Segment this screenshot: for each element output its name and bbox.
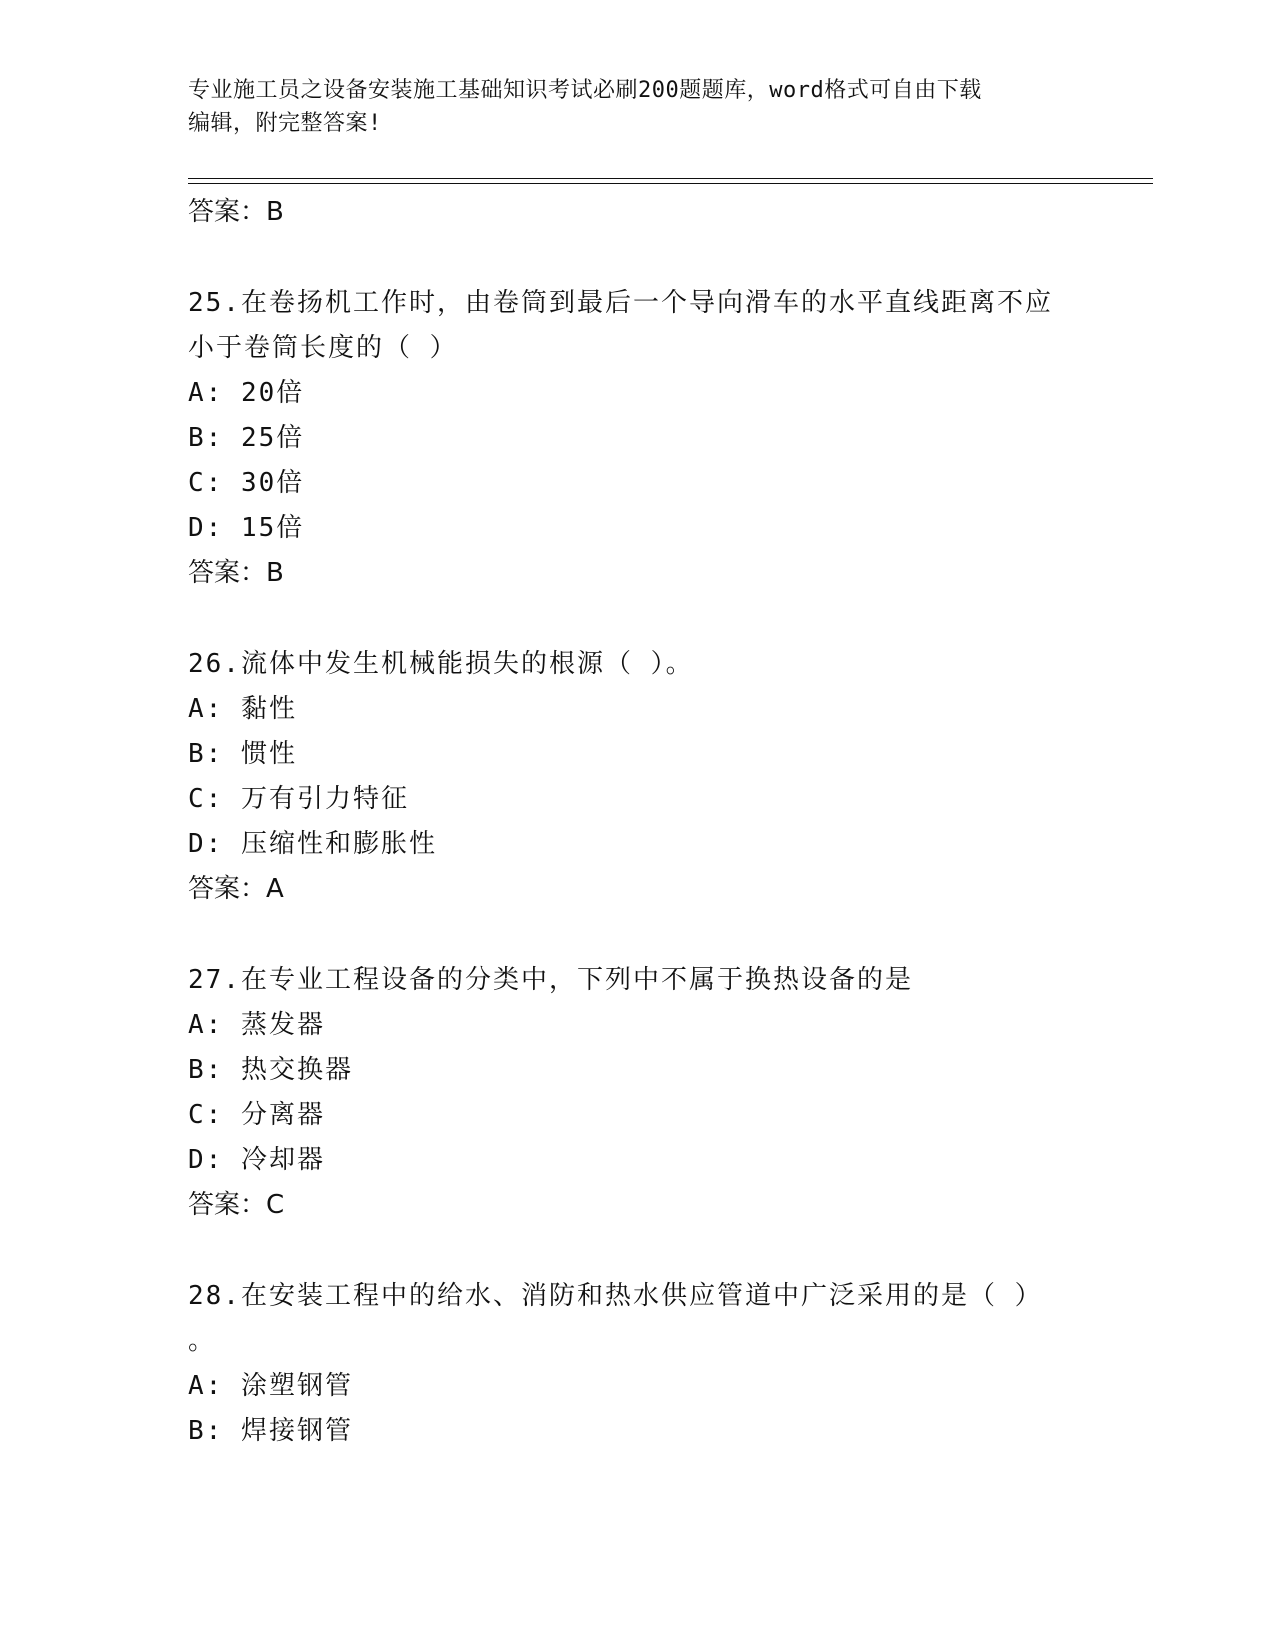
option-b: B: 惯性: [188, 739, 297, 769]
question-block: [188, 958, 1088, 1228]
question-block: [188, 1274, 1088, 1454]
answer-label: 答案：: [188, 874, 267, 904]
answer-value: A: [266, 874, 284, 904]
question-list: [188, 190, 1088, 1454]
answer-line: [188, 551, 1088, 596]
answer-line: [188, 1183, 1088, 1228]
question-block: [188, 642, 1088, 912]
option-a: A: 黏性: [188, 694, 297, 724]
option-d: D: 压缩性和膨胀性: [188, 829, 437, 859]
option-c: C: 万有引力特征: [188, 784, 409, 814]
document-header: [188, 74, 1088, 140]
option-d: D: 冷却器: [188, 1145, 325, 1175]
answer-label: 答案：: [188, 558, 267, 588]
question-text: 25.在卷扬机工作时，由卷筒到最后一个导向滑车的水平直线距离不应: [188, 288, 1053, 318]
option-d: D: 15倍: [188, 513, 305, 543]
option-b: B: 热交换器: [188, 1055, 353, 1085]
option-a: A: 蒸发器: [188, 1010, 325, 1040]
answer-value: B: [266, 558, 284, 588]
answer-value: B: [266, 197, 284, 227]
answer-label: 答案：: [188, 197, 267, 227]
option-b: B: 焊接钢管: [188, 1416, 353, 1446]
answer-value: C: [266, 1190, 285, 1220]
header-rule-top: [188, 178, 1153, 179]
option-a: A: 涂塑钢管: [188, 1371, 353, 1401]
question-block: [188, 281, 1088, 596]
question-text: 小于卷筒长度的（ ）: [188, 333, 458, 363]
option-c: C: 分离器: [188, 1100, 325, 1130]
option-b: B: 25倍: [188, 423, 305, 453]
question-text: 27.在专业工程设备的分类中，下列中不属于换热设备的是: [188, 965, 913, 995]
question-text: 26.流体中发生机械能损失的根源（ ）。: [188, 649, 694, 679]
answer-line: [188, 190, 1088, 235]
header-line-2: 编辑，附完整答案!: [188, 111, 382, 136]
header-line-1: 专业施工员之设备安装施工基础知识考试必刷200题题库，word格式可自由下载: [188, 78, 982, 103]
answer-label: 答案：: [188, 1190, 267, 1220]
question-text: 。: [188, 1326, 217, 1356]
option-c: C: 30倍: [188, 468, 305, 498]
option-a: A: 20倍: [188, 378, 305, 408]
question-text: 28.在安装工程中的给水、消防和热水供应管道中广泛采用的是（ ）: [188, 1281, 1043, 1311]
answer-line: [188, 867, 1088, 912]
header-rule-bottom: [188, 183, 1153, 184]
